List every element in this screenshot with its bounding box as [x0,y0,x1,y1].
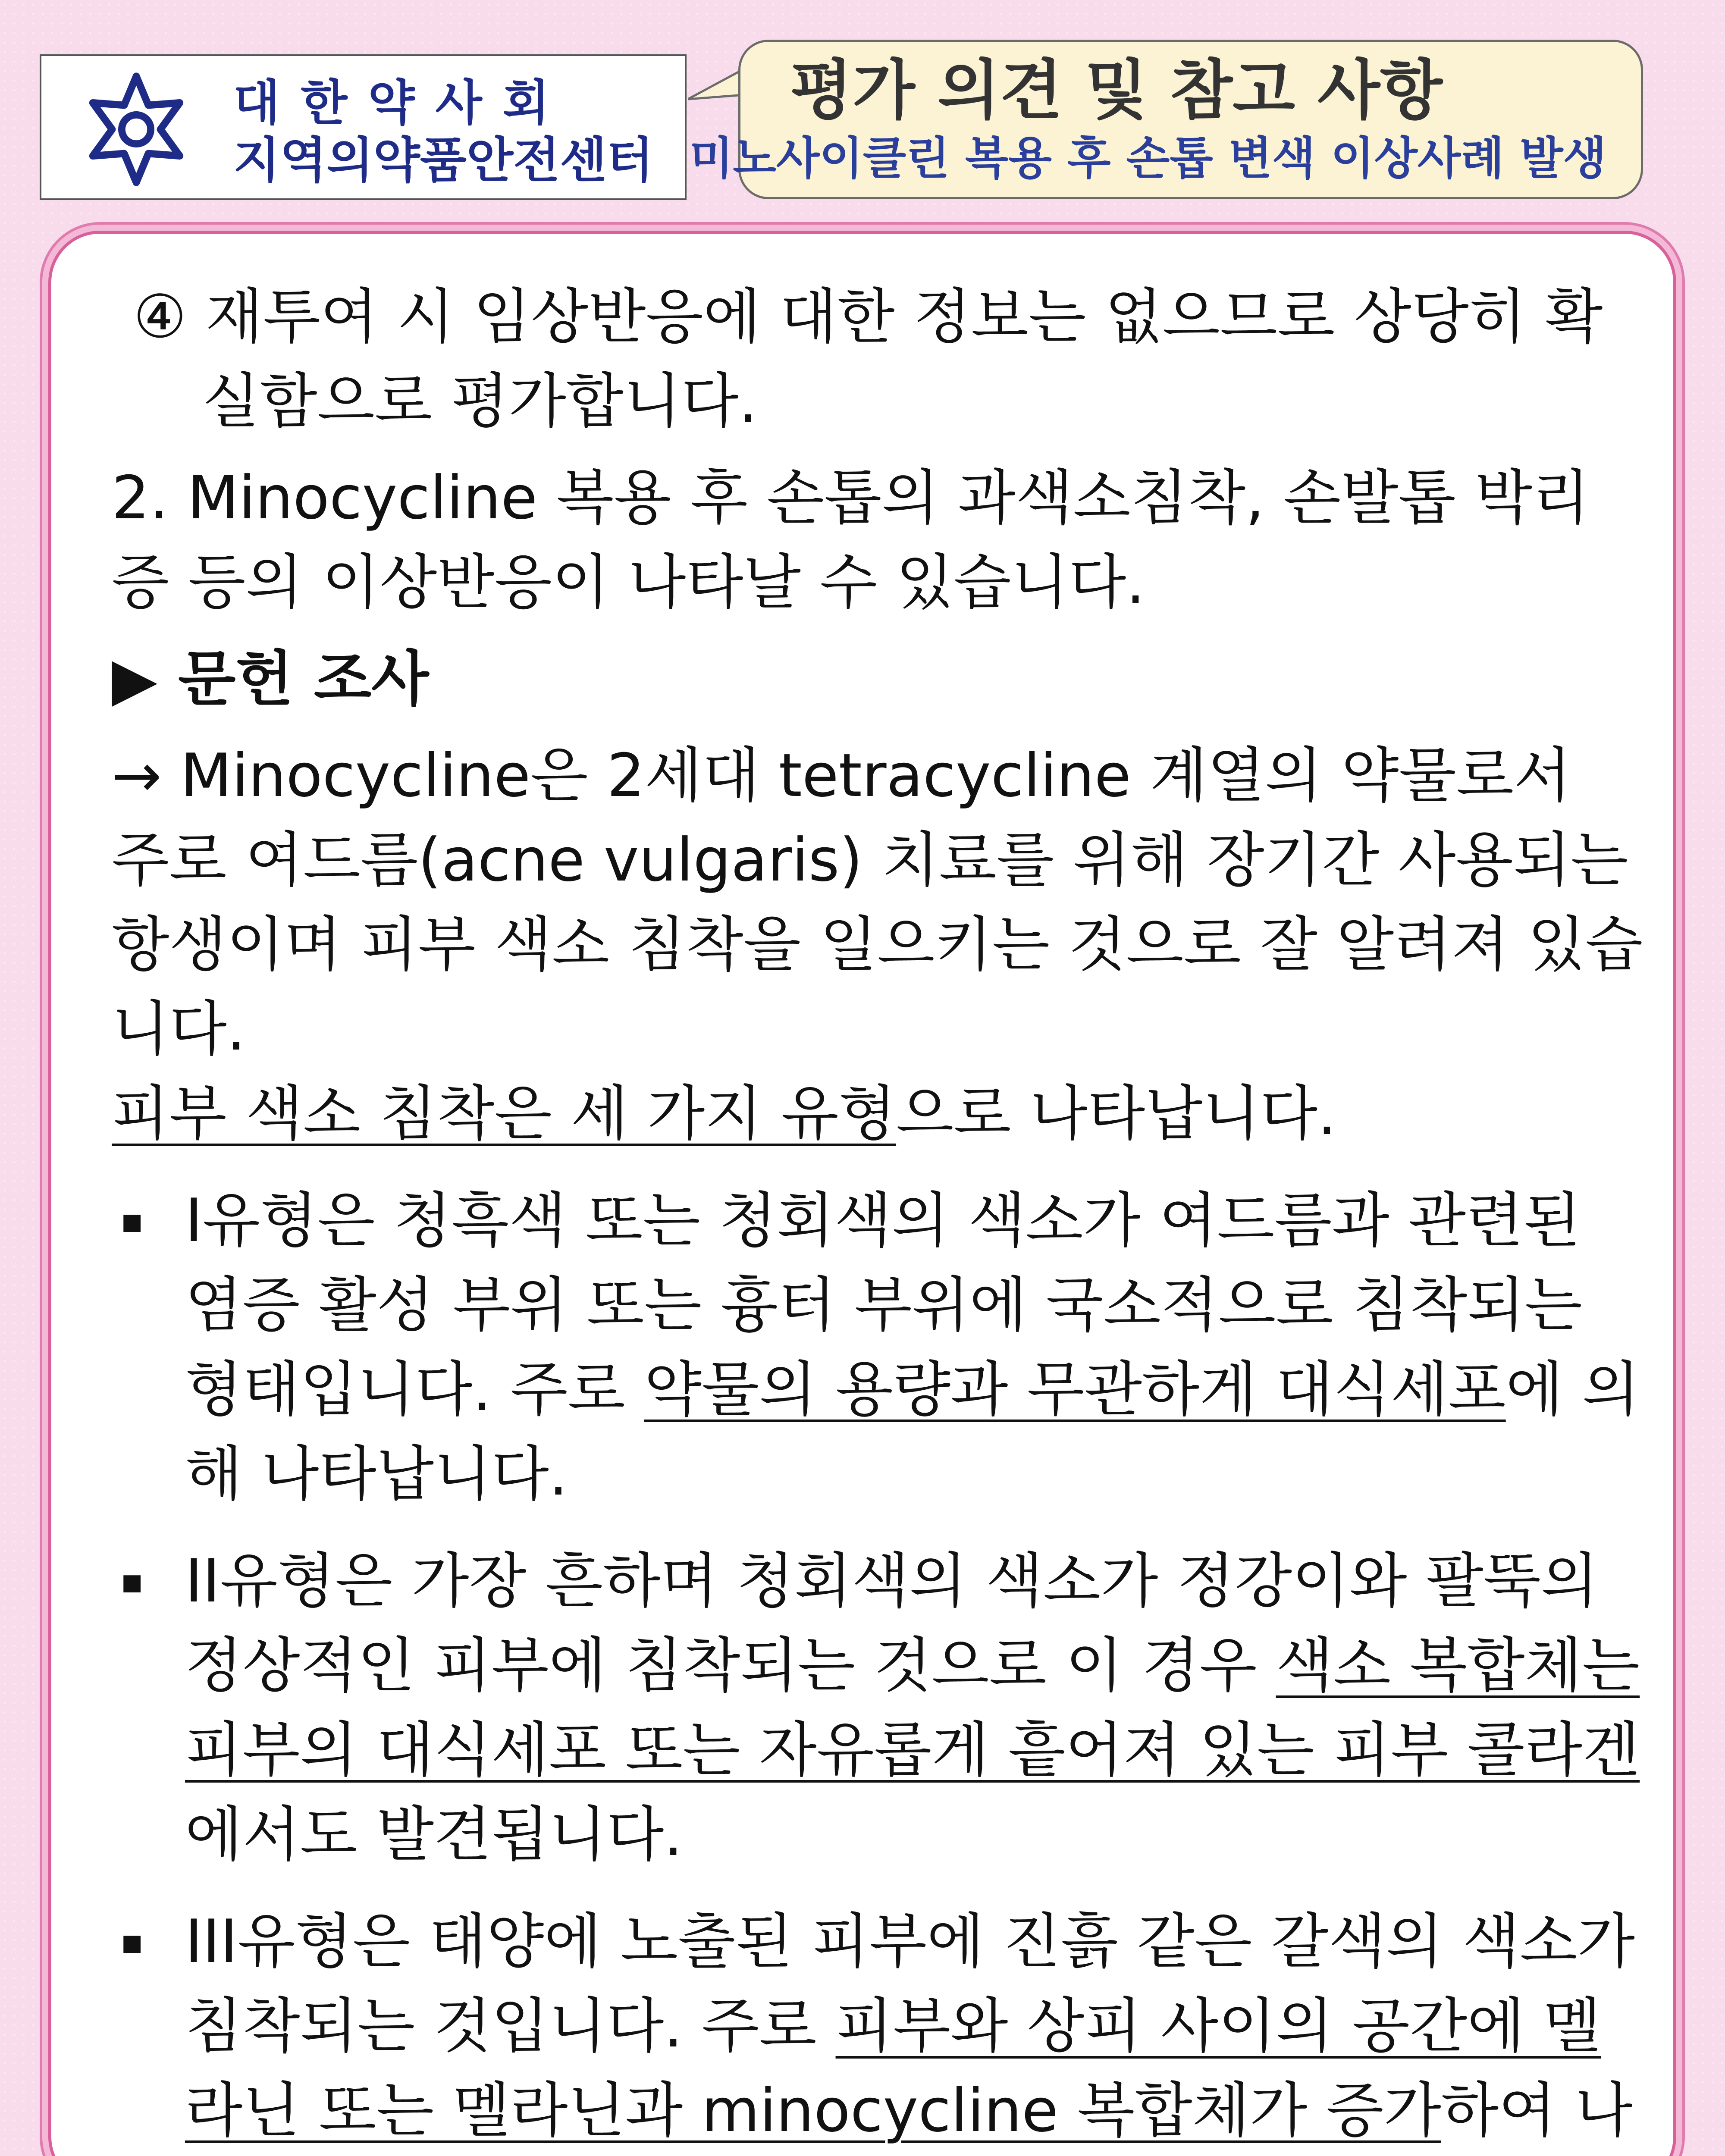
page-subtitle: 미노사이클린 복용 후 손톱 변색 이상사례 발생 [689,132,1606,185]
types-underlined: 피부 색소 침착은 세 가지 유형 [112,1079,897,1148]
type-1-text-end: 에 의해 나타납니다. [185,1355,1640,1509]
type-3-bullet [112,1899,1647,2156]
content-text [112,275,1647,2156]
type-1-text: I유형은 청흑색 또는 청회색의 색소가 여드름과 관련된 염증 활성 부위 또는 흉터 부위에 국소적으로 침착되는 형태입니다. 주로 [185,1186,1582,1424]
kpa-flower-logo-icon [72,69,201,190]
type-1-underlined: 약물의 용량과 무관하게 대식세포 [644,1355,1506,1424]
bullet-square-icon: ▪ [120,1200,144,1241]
type-3-text: III유형은 태양에 노출된 피부에 진흙 같은 갈색의 색소가 침착되는 것입니다. 주로 [185,1907,1635,2061]
type-2-text: II유형은 가장 흔하며 청회색의 색소가 정강이와 팔뚝의 정상적인 피부에 침착되는 것으로 이 경우 [185,1546,1599,1700]
logo-org-name: 대한약사회 [233,75,570,131]
callout-tail [688,65,744,116]
type-2-bullet [112,1539,1647,1877]
type-3-text-end: 하여 나 [1441,2076,1633,2145]
bullet-square-icon: ▪ [120,1561,144,1601]
logo-center-name: 지역의약품안전센터 [233,132,653,188]
bullet-square-icon: ▪ [120,1921,144,1962]
type-3-underlined: 피부와 상피 사이의 공간에 멜라닌 또는 멜라닌과 minocycline 복합체가 증가 [185,1991,1601,2145]
literature-heading: ▶ 문헌 조사 [112,644,429,714]
type-2-text-end: 에서도 발견됩니다. [185,1800,683,1869]
type-1-bullet [112,1178,1647,1517]
point-2: 2. Minocycline 복용 후 손톱의 과색소침착, 손발톱 박리증 등의 이상반응이 나타날 수 있습니다. [112,463,1590,617]
type-2-underlined: 색소 복합체는 피부의 대식세포 또는 자유롭게 흩어져 있는 피부 콜라겐 [185,1631,1640,1785]
section-callout [689,40,1643,199]
types-rest: 으로 나타납니다. [896,1079,1336,1148]
org-logo [40,54,687,200]
intro-text: → Minocycline은 2세대 tetracycline 계열의 약물로서 주로 여드름(acne vulgaris) 치료를 위해 장기간 사용되는 항생이며 피부 색소 침착을 일으키는 것으로 잘 알려져 있습니다. [112,741,1643,1064]
content-panel [48,231,1676,2156]
literature-intro [112,733,1647,1156]
page-title: 평가 의견 및 참고 사항 [790,53,1443,128]
assessment-item-4: ④ 재투여 시 임상반응에 대한 정보는 없으므로 상당히 확실함으로 평가합니다. [133,282,1603,436]
